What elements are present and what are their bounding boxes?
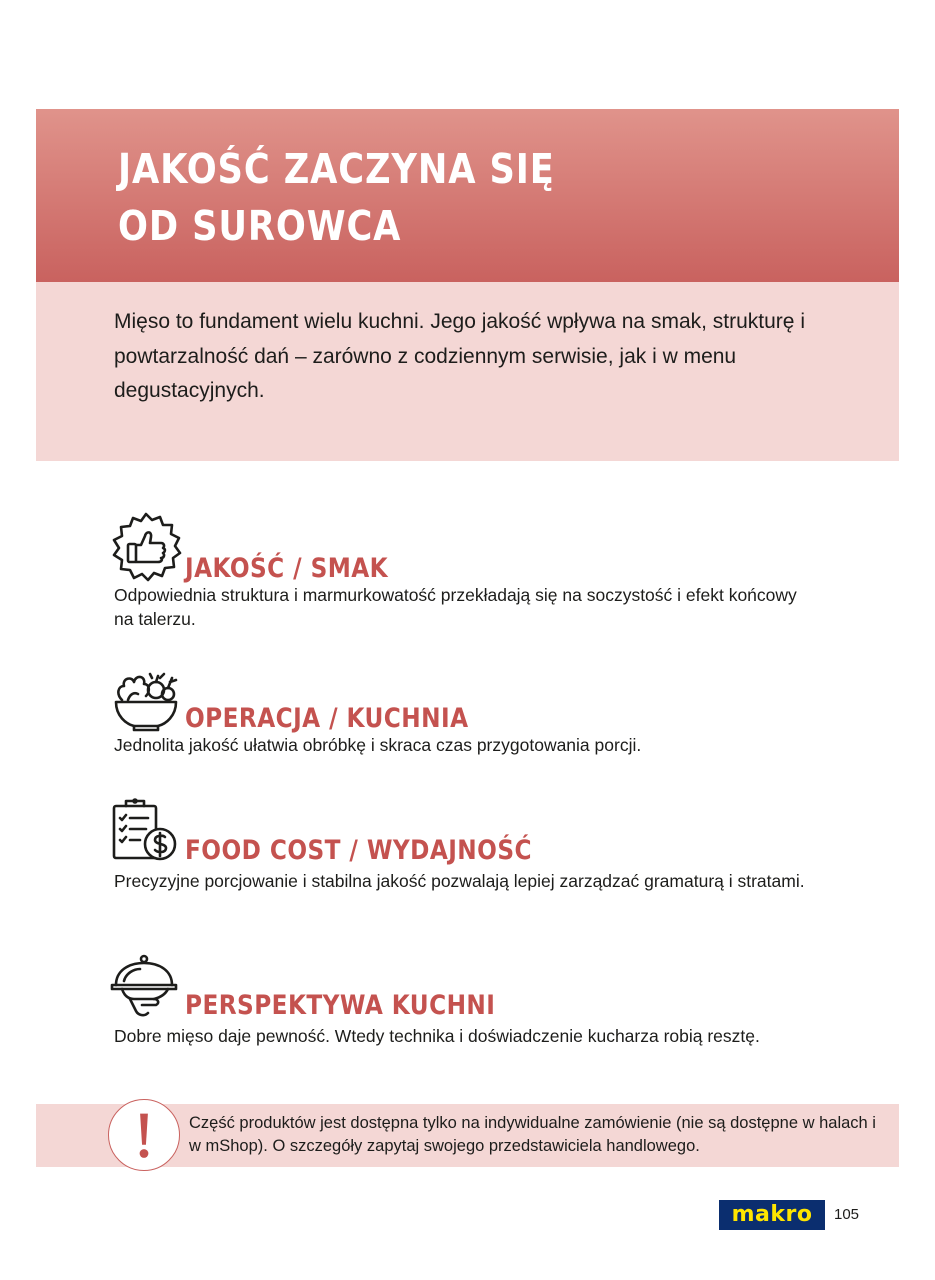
feature-title: JAKOŚĆ / SMAK <box>185 553 389 584</box>
thumbs-up-badge-icon <box>110 512 182 584</box>
salad-bowl-icon <box>110 666 182 738</box>
checklist-cost-icon <box>110 798 182 870</box>
page-title <box>118 141 555 255</box>
feature-description: Dobre mięso daje pewność. Wtedy technika i doświadczenie kucharza robią resztę. <box>114 1026 760 1046</box>
page-number: 105 <box>834 1206 860 1223</box>
exclamation-icon <box>108 1099 180 1171</box>
feature-description: Odpowiednia struktura i marmurkowatość przekładają się na soczystość i efekt końcowy na talerzu. <box>114 585 797 629</box>
feature-title: OPERACJA / KUCHNIA <box>185 703 469 734</box>
feature-description: Precyzyjne porcjowanie i stabilna jakość pozwalają lepiej zarządzać gramaturą i stratami. <box>114 871 805 891</box>
intro-panel <box>36 282 899 461</box>
feature-title: FOOD COST / WYDAJNOŚĆ <box>185 835 532 866</box>
feature-title: PERSPEKTYWA KUCHNI <box>185 990 496 1021</box>
logo-text: makro <box>731 1202 813 1227</box>
page-title-line-1: JAKOŚĆ ZACZYNA SIĘ <box>118 145 555 193</box>
makro-logo <box>719 1200 825 1230</box>
cloche-serving-icon <box>110 953 182 1025</box>
feature-description: Jednolita jakość ułatwia obróbkę i skraca czas przygotowania porcji. <box>114 735 642 755</box>
notice-text: Część produktów jest dostępna tylko na indywidualne zamówienie (nie są dostępne w halach i w mShop). O szczegóły zapytaj swojego przedstawiciela handlowego. <box>189 1114 876 1155</box>
hero-banner <box>36 109 899 282</box>
page-title-line-2: OD SUROWCA <box>118 202 402 250</box>
intro-text: Mięso to fundament wielu kuchni. Jego jakość wpływa na smak, strukturę i powtarzalność dań – zarówno z codziennym serwisie, jak i w menu degustacyjnych. <box>114 310 805 402</box>
